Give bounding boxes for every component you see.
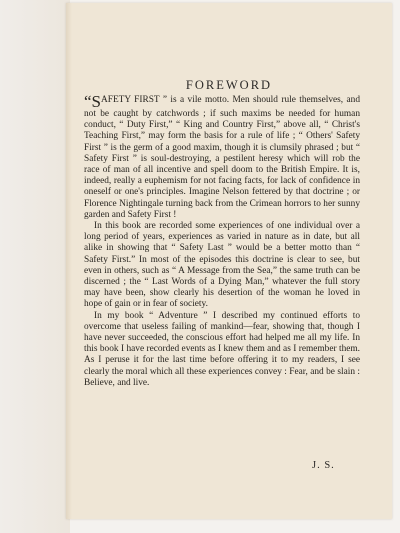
- paragraph-2: In this book are recorded some experiences of one individual over a long period of years, experiences as varied in nature as in date, but all alike in showing that “ Safety Last ” would be a better motto than “ Safety First.” In most of the episodes this doctrine is clear to see, but even in others, such as “ A Message from the Sea,” the same truth can be discerned ; the “ Last Words of a Dying Man,” whatever the full story may have been, show clearly his desertion of the woman he loved in hope of gain or in fear of society.: [84, 221, 360, 310]
- drop-cap-quote: “: [84, 92, 92, 111]
- foreword-body: [84, 92, 360, 389]
- left-margin-shadow: [0, 0, 70, 533]
- author-signature: J. S.: [312, 460, 335, 471]
- drop-cap-letter: S: [91, 92, 102, 111]
- paragraph-1-text: AFETY FIRST ” is a vile motto. Men should rule themselves, and not be caught by catchwords ; if such maxims be needed for human conduct, “ Duty First,” “ King and Country First,” above all, “ Christ's Teaching First,” may form the basis for a rule of life ; “ Others' Safety First ” is the germ of a good maxim, though it is clumsily phrased ; but “ Safety First ” is soul-destroying, a pestilent heresy which will rob the race of man of all incentive and spell doom to the British Empire. It is, indeed, really a euphemism for not facing facts, for lack of confidence in oneself or one's principles. Imagine Nelson fettered by that doctrine ; or Florence Nightingale turning back from the Crimean horrors to her sunny garden and Safety First !: [84, 95, 360, 220]
- paragraph-3: In my book “ Adventure ” I described my continued efforts to overcome that useless failing of mankind—fear, showing that, though I have never succeeded, the conscious effort had helped me all my life. In this book I have recorded events as I knew them and as I remember them. As I peruse it for the last time before offering it to my readers, I see clearly the moral which all these experiences convey : Fear, and be slain : Believe, and live.: [84, 310, 360, 388]
- page-title: FOREWORD: [185, 78, 273, 92]
- paragraph-1: [84, 92, 360, 221]
